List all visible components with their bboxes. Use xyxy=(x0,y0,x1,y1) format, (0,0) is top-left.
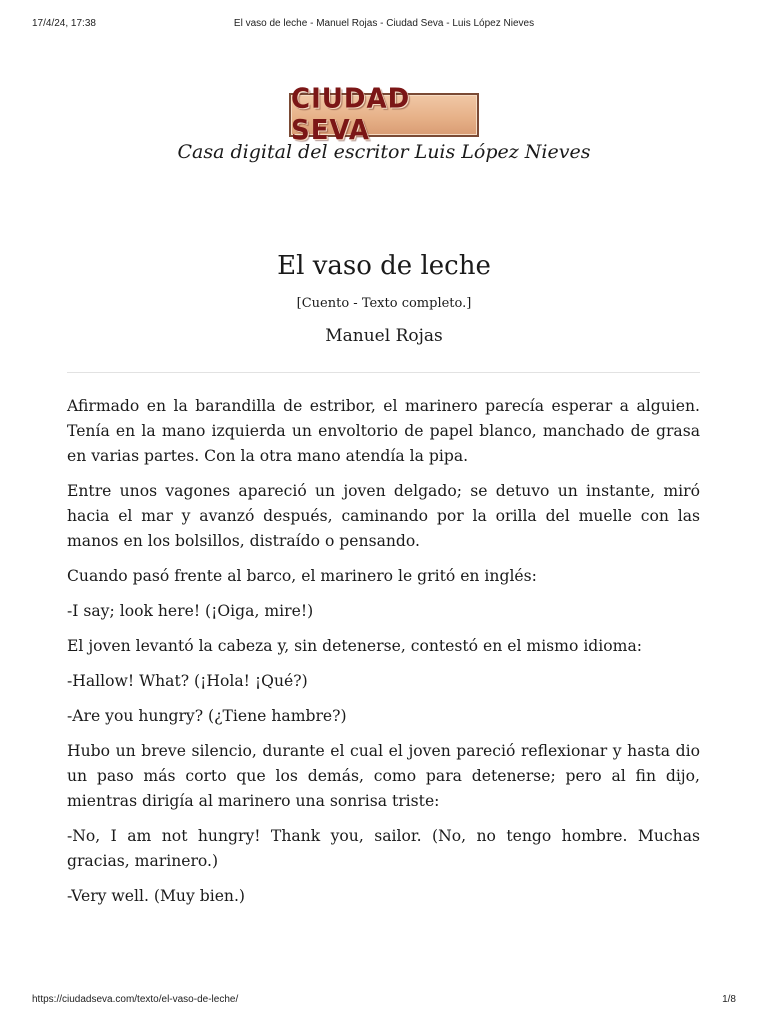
story-paragraph: Hubo un breve silencio, durante el cual el joven pareció reflexionar y hasta dio un paso más corto que los demás, como para detenerse; pero al fin dijo, mientras dirigía al marinero una sonrisa triste: xyxy=(67,742,700,810)
site-tagline: Casa digital del escritor Luis López Nieves xyxy=(177,141,591,163)
story-author: Manuel Rojas xyxy=(325,326,443,346)
story-title: El vaso de leche xyxy=(277,251,491,281)
story-paragraph: Cuando pasó frente al barco, el marinero le gritó en inglés: xyxy=(67,567,537,585)
story-subtitle: [Cuento - Texto completo.] xyxy=(296,296,472,311)
site-logo[interactable] xyxy=(289,83,479,147)
story-paragraph: Entre unos vagones apareció un joven delgado; se detuvo un instante, miró hacia el mar y avanzó después, caminando por la orilla del muelle con las manos en los bolsillos, distraído o pensando. xyxy=(67,482,700,550)
story-paragraph: -Are you hungry? (¿Tiene hambre?) xyxy=(67,707,347,725)
story-paragraph: -No, I am not hungry! Thank you, sailor. (No, no tengo hombre. Muchas gracias, marinero.) xyxy=(67,827,700,870)
story-body xyxy=(67,394,700,919)
print-datetime: 17/4/24, 17:38 xyxy=(32,18,96,29)
page-url: https://ciudadseva.com/texto/el-vaso-de-leche/ xyxy=(32,994,239,1005)
site-logo-text: CIUDAD SEVA xyxy=(291,83,411,147)
story-paragraph: Afirmado en la barandilla de estribor, el marinero parecía esperar a alguien. Tenía en la mano izquierda un envoltorio de papel blanco, manchado de grasa en varias partes. Con la otra mano atendía la pipa. xyxy=(67,397,700,465)
divider xyxy=(67,372,700,373)
print-document-title: El vaso de leche - Manuel Rojas - Ciudad Seva - Luis López Nieves xyxy=(233,18,535,29)
print-footer xyxy=(32,994,736,1008)
page-number: 1/8 xyxy=(722,994,736,1005)
story-paragraph: -Hallow! What? (¡Hola! ¡Qué?) xyxy=(67,672,308,690)
story-paragraph: -Very well. (Muy bien.) xyxy=(67,887,246,905)
story-paragraph: El joven levantó la cabeza y, sin detenerse, contestó en el mismo idioma: xyxy=(67,637,642,655)
story-paragraph: -I say; look here! (¡Oiga, mire!) xyxy=(67,602,314,620)
print-header xyxy=(32,18,736,32)
